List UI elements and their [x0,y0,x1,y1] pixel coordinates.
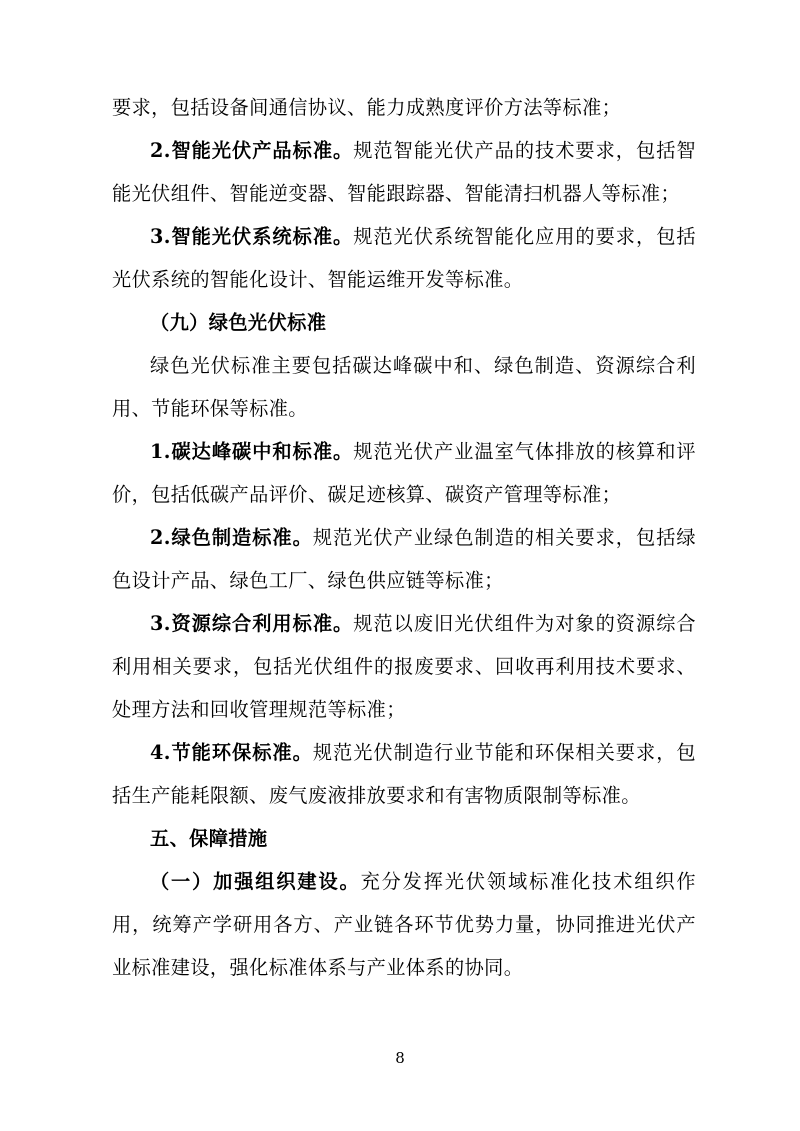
paragraph-energy-saving-environment-standards [112,731,696,817]
document-body [112,86,696,989]
paragraph-bold-lead: 1.碳达峰碳中和标准。 [150,440,354,463]
paragraph-text: 要求，包括设备间通信协议、能力成熟度评价方法等标准； [112,96,622,119]
section-heading-green-pv [112,301,696,344]
paragraph-bold-lead: 2.绿色制造标准。 [150,526,313,549]
paragraph-text: 规范以废旧光伏组件为对象的资源综合利用相关要求，包括光伏组件的报废要求、回收再利用技术要求、处理方法和回收管理规范等标准； [112,612,696,721]
paragraph-text: 规范光伏系统智能化应用的要求，包括光伏系统的智能化设计、智能运维开发等标准。 [112,225,696,291]
section-heading-text: （九）绿色光伏标准 [150,311,327,334]
paragraph-bold-lead: （一）加强组织建设。 [150,870,361,893]
paragraph-bold-lead: 3.智能光伏系统标准。 [150,225,354,248]
paragraph-green-manufacturing-standards [112,516,696,602]
paragraph-bold-lead: 2.智能光伏产品标准。 [150,139,354,162]
paragraph-bold-lead: 4.节能环保标准。 [150,741,313,764]
paragraph-resource-utilization-standards [112,602,696,731]
paragraph-text: 规范光伏产业绿色制造的相关要求，包括绿色设计产品、绿色工厂、绿色供应链等标准； [112,526,696,592]
section-heading-text: 五、保障措施 [150,827,268,850]
paragraph-continuation [112,86,696,129]
paragraph-green-pv-overview [112,344,696,430]
section-heading-safeguard-measures [112,817,696,860]
paragraph-strengthen-organization [112,860,696,989]
page-number: 8 [395,1049,405,1067]
paragraph-text: 绿色光伏标准主要包括碳达峰碳中和、绿色制造、资源综合利用、节能环保等标准。 [112,354,696,420]
paragraph-smart-pv-system-standards [112,215,696,301]
paragraph-smart-pv-product-standards [112,129,696,215]
paragraph-text: 规范光伏制造行业节能和环保相关要求，包括生产能耗限额、废气废液排放要求和有害物质限制等标准。 [112,741,696,807]
paragraph-carbon-peak-neutrality-standards [112,430,696,516]
paragraph-text: 规范光伏产业温室气体排放的核算和评价，包括低碳产品评价、碳足迹核算、碳资产管理等标准； [112,440,696,506]
paragraph-text: 充分发挥光伏领域标准化技术组织作用，统筹产学研用各方、产业链各环节优势力量，协同推进光伏产业标准建设，强化标准体系与产业体系的协同。 [112,870,696,979]
paragraph-text: 规范智能光伏产品的技术要求，包括智能光伏组件、智能逆变器、智能跟踪器、智能清扫机器人等标准； [112,139,696,205]
paragraph-bold-lead: 3.资源综合利用标准。 [150,612,354,635]
